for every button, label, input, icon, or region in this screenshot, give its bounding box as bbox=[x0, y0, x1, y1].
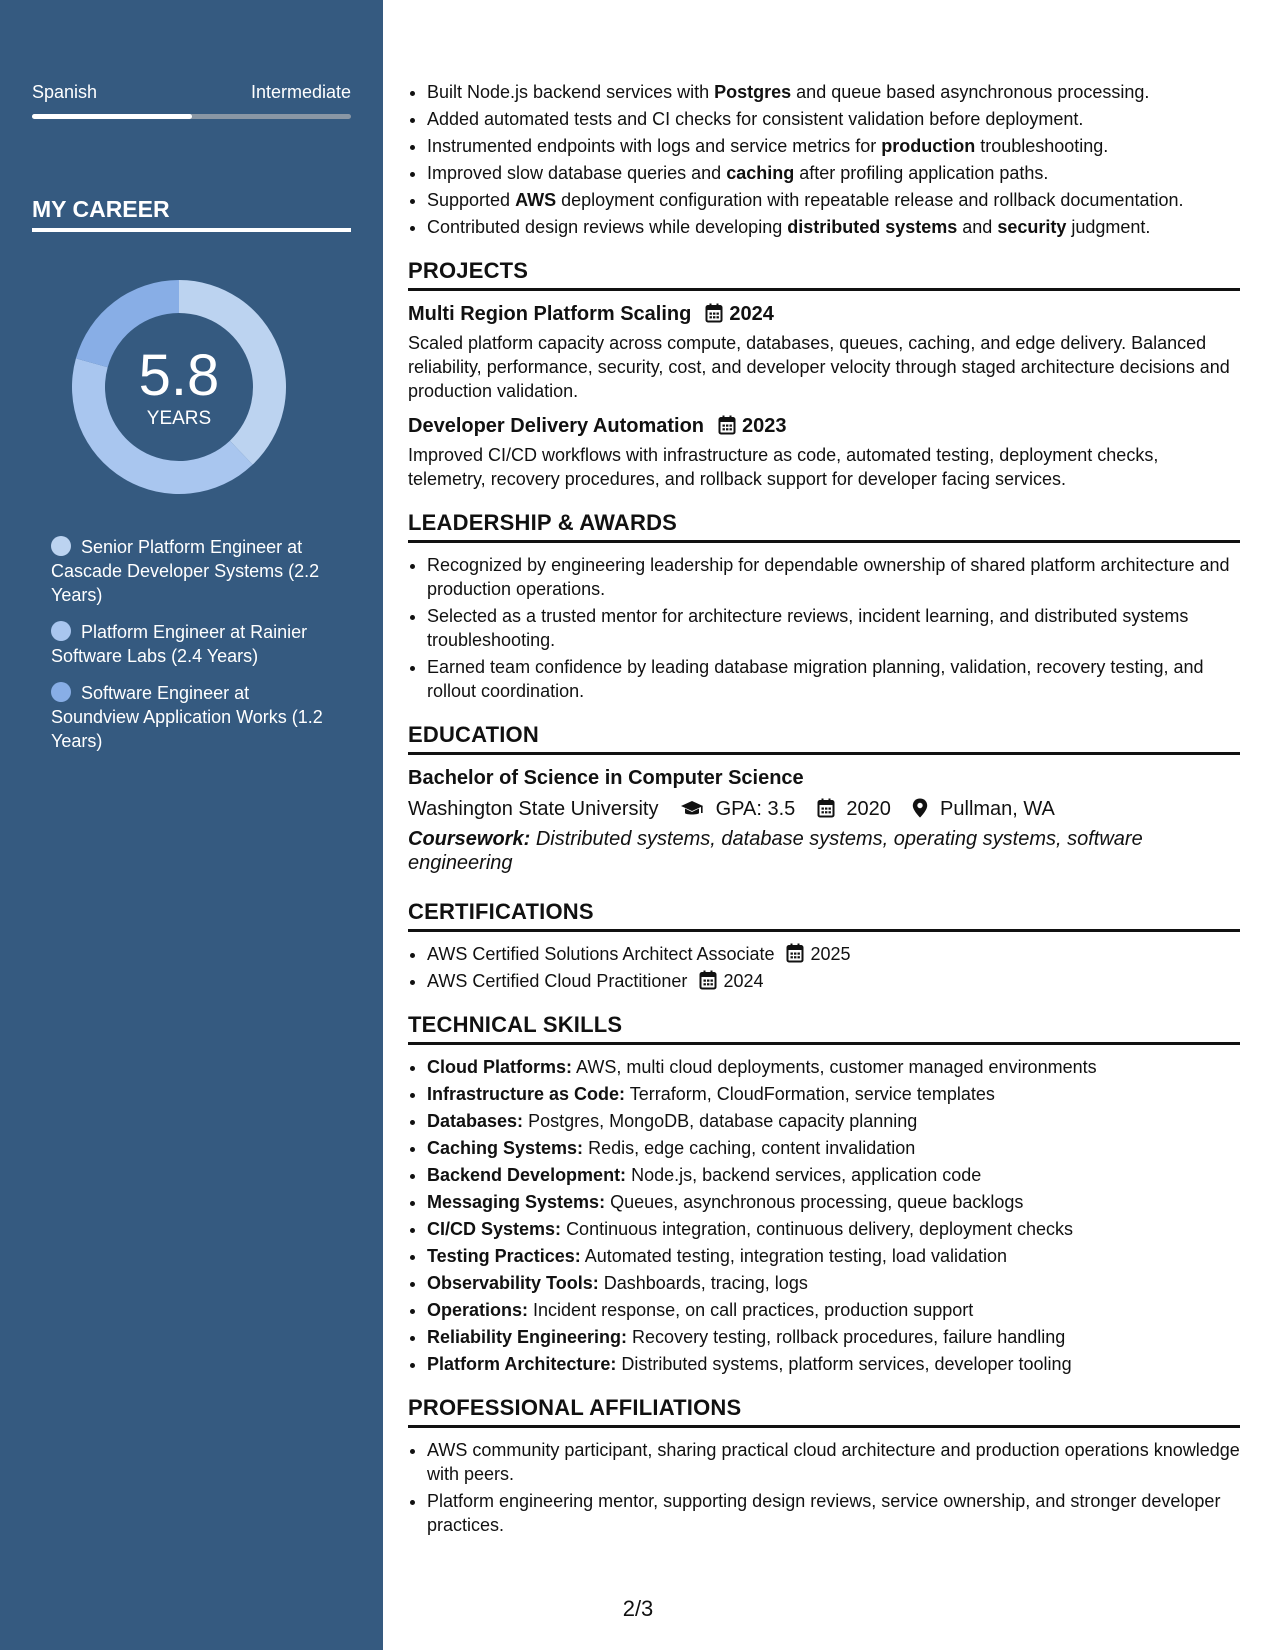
skill-item bbox=[427, 1244, 1240, 1268]
leadership-item: • Earned team confidence by leading database migration planning, validation, recovery testing, and rollout coordination. bbox=[427, 655, 1240, 703]
skill-value: Dashboards, tracing, logs bbox=[603, 1273, 808, 1293]
skill-label: Backend Development: bbox=[427, 1165, 627, 1185]
legend-dot-icon bbox=[51, 682, 71, 702]
skill-label: Platform Architecture: bbox=[427, 1354, 617, 1374]
experience-bullet bbox=[427, 215, 1240, 239]
career-legend-label: Software Engineer at Soundview Application Works (1.2 Years) bbox=[51, 683, 323, 751]
career-total-years: 5.8 bbox=[138, 343, 220, 408]
skill-value: Node.js, backend services, application code bbox=[631, 1165, 982, 1185]
skill-item bbox=[427, 1217, 1240, 1241]
education-degree: Bachelor of Science in Computer Science bbox=[408, 767, 804, 789]
skill-item bbox=[427, 1109, 1240, 1133]
experience-bullet bbox=[427, 80, 1240, 104]
experience-text: and bbox=[957, 217, 998, 237]
leadership-item: • Recognized by engineering leadership for dependable ownership of shared platform architecture and production operations. bbox=[427, 553, 1240, 601]
experience-text: and queue based asynchronous processing. bbox=[791, 82, 1150, 102]
sidebar bbox=[0, 0, 383, 1650]
affiliations-list bbox=[408, 1438, 1240, 1537]
skill-label: Messaging Systems: bbox=[427, 1192, 606, 1212]
experience-text: Contributed design reviews while developing bbox=[427, 217, 788, 237]
career-legend-item bbox=[51, 535, 341, 607]
project-year bbox=[718, 415, 787, 437]
skill-label: Testing Practices: bbox=[427, 1246, 581, 1266]
education-coursework bbox=[408, 827, 1240, 875]
experience-keyword: distributed systems bbox=[787, 217, 958, 237]
experience-text: after profiling application paths. bbox=[794, 163, 1049, 183]
certifications-list bbox=[408, 942, 1240, 993]
education-location: Pullman, WA bbox=[940, 798, 1055, 820]
experience-text: judgment. bbox=[1066, 217, 1151, 237]
skill-item bbox=[427, 1271, 1240, 1295]
project-year-text: 2024 bbox=[729, 303, 774, 325]
skill-label: Reliability Engineering: bbox=[427, 1327, 628, 1347]
skill-value: Terraform, CloudFormation, service templates bbox=[629, 1084, 995, 1104]
education-heading: EDUCATION bbox=[408, 722, 1240, 755]
project-year-text: 2023 bbox=[742, 415, 787, 437]
experience-bullets bbox=[408, 80, 1240, 239]
project-name: Developer Delivery Automation bbox=[408, 415, 705, 437]
career-legend-item bbox=[51, 620, 341, 668]
career-total-unit: YEARS bbox=[146, 408, 212, 429]
language-level-bar bbox=[32, 114, 351, 119]
project-description: Improved CI/CD workflows with infrastructure as code, automated testing, deployment checks, telemetry, recovery procedures, and rollback support for developer facing services. bbox=[408, 445, 1159, 489]
career-legend-item bbox=[51, 681, 341, 753]
skills-heading: TECHNICAL SKILLS bbox=[408, 1012, 1240, 1045]
project-title bbox=[408, 413, 1240, 439]
skill-item bbox=[427, 1163, 1240, 1187]
project-name: Multi Region Platform Scaling bbox=[408, 303, 692, 325]
experience-bullet bbox=[427, 134, 1240, 158]
experience-text: Improved slow database queries and bbox=[427, 163, 727, 183]
language-name: Spanish bbox=[32, 82, 98, 102]
experience-text: deployment configuration with repeatable release and rollback documentation. bbox=[556, 190, 1184, 210]
certification-item bbox=[427, 942, 1240, 966]
skill-value: Postgres, MongoDB, database capacity planning bbox=[528, 1111, 918, 1131]
calendar-icon bbox=[699, 971, 723, 991]
skill-item bbox=[427, 1136, 1240, 1160]
affiliations-heading: PROFESSIONAL AFFILIATIONS bbox=[408, 1395, 1240, 1428]
career-legend bbox=[51, 535, 341, 766]
project-description: Scaled platform capacity across compute, databases, queues, caching, and edge delivery. Balanced reliability, performance, security, cost, and developer velocity through staged architecture decisions and production validation. bbox=[408, 333, 1230, 401]
experience-bullet bbox=[427, 188, 1240, 212]
skill-value: Redis, edge caching, content invalidation bbox=[588, 1138, 916, 1158]
coursework-text: Distributed systems, database systems, operating systems, software engineering bbox=[408, 828, 1143, 874]
certification-item bbox=[427, 969, 1240, 993]
experience-bullet bbox=[427, 161, 1240, 185]
legend-dot-icon bbox=[51, 536, 71, 556]
page-number: 2/3 bbox=[622, 1596, 654, 1621]
affiliation-item: • Platform engineering mentor, supporting design reviews, service ownership, and stronger developer practices. bbox=[427, 1489, 1240, 1537]
affiliation-item: • AWS community participant, sharing practical cloud architecture and production operations knowledge with peers. bbox=[427, 1438, 1240, 1486]
career-legend-label: Platform Engineer at Rainier Software Labs (2.4 Years) bbox=[51, 622, 308, 666]
skill-value: Continuous integration, continuous delivery, deployment checks bbox=[566, 1219, 1074, 1239]
location-pin-icon bbox=[912, 798, 940, 820]
experience-text: Built Node.js backend services with bbox=[427, 82, 715, 102]
career-section-title: MY CAREER bbox=[32, 196, 351, 232]
skill-item bbox=[427, 1352, 1240, 1376]
skill-value: Automated testing, integration testing, load validation bbox=[584, 1246, 1008, 1266]
language-row bbox=[32, 82, 351, 103]
experience-keyword: production bbox=[881, 136, 976, 156]
leadership-heading: LEADERSHIP & AWARDS bbox=[408, 510, 1240, 543]
project-title bbox=[408, 301, 1240, 327]
experience-text: troubleshooting. bbox=[975, 136, 1109, 156]
education-meta bbox=[408, 795, 1240, 823]
certification-year: 2024 bbox=[723, 971, 764, 991]
language-level: Intermediate bbox=[250, 82, 351, 102]
main-content bbox=[408, 80, 1240, 1540]
certification-year: 2025 bbox=[810, 944, 851, 964]
projects-list bbox=[408, 301, 1240, 491]
skill-value: Distributed systems, platform services, developer tooling bbox=[621, 1354, 1072, 1374]
experience-text: Supported bbox=[427, 190, 516, 210]
experience-text: Added automated tests and CI checks for consistent validation before deployment. bbox=[427, 109, 1084, 129]
skill-label: Infrastructure as Code: bbox=[427, 1084, 626, 1104]
skill-label: Cloud Platforms: bbox=[427, 1057, 573, 1077]
coursework-label: Coursework: bbox=[408, 828, 531, 850]
skills-list bbox=[408, 1055, 1240, 1376]
experience-keyword: caching bbox=[726, 163, 795, 183]
skill-value: Recovery testing, rollback procedures, failure handling bbox=[632, 1327, 1066, 1347]
certification-name: AWS Certified Cloud Practitioner bbox=[427, 971, 688, 991]
project-year bbox=[705, 303, 774, 325]
skill-item bbox=[427, 1298, 1240, 1322]
career-total bbox=[66, 344, 292, 430]
graduation-cap-icon bbox=[680, 798, 716, 820]
projects-heading: PROJECTS bbox=[408, 258, 1240, 291]
skill-label: Observability Tools: bbox=[427, 1273, 599, 1293]
education-school: Washington State University bbox=[408, 798, 659, 820]
certifications-heading: CERTIFICATIONS bbox=[408, 899, 1240, 932]
experience-text: Instrumented endpoints with logs and service metrics for bbox=[427, 136, 882, 156]
calendar-icon bbox=[817, 798, 847, 820]
certification-name: AWS Certified Solutions Architect Associate bbox=[427, 944, 775, 964]
experience-keyword: Postgres bbox=[714, 82, 792, 102]
skill-item bbox=[427, 1082, 1240, 1106]
skill-value: Incident response, on call practices, production support bbox=[533, 1300, 974, 1320]
skill-item bbox=[427, 1325, 1240, 1349]
skill-label: Caching Systems: bbox=[427, 1138, 584, 1158]
skill-label: Databases: bbox=[427, 1111, 524, 1131]
experience-bullet bbox=[427, 107, 1240, 131]
skill-label: CI/CD Systems: bbox=[427, 1219, 562, 1239]
calendar-icon bbox=[705, 303, 729, 325]
skill-value: AWS, multi cloud deployments, customer managed environments bbox=[576, 1057, 1097, 1077]
career-legend-label: Senior Platform Engineer at Cascade Developer Systems (2.2 Years) bbox=[51, 537, 320, 605]
skill-value: Queues, asynchronous processing, queue backlogs bbox=[610, 1192, 1024, 1212]
education-year: 2020 bbox=[846, 798, 891, 820]
skill-item bbox=[427, 1190, 1240, 1214]
experience-keyword: AWS bbox=[515, 190, 557, 210]
leadership-list bbox=[408, 553, 1240, 703]
education-gpa: GPA: 3.5 bbox=[715, 798, 796, 820]
language-level-fill bbox=[32, 114, 192, 119]
skill-label: Operations: bbox=[427, 1300, 529, 1320]
legend-dot-icon bbox=[51, 621, 71, 641]
calendar-icon bbox=[786, 944, 810, 964]
skill-item bbox=[427, 1055, 1240, 1079]
experience-keyword: security bbox=[997, 217, 1067, 237]
calendar-icon bbox=[718, 415, 742, 437]
leadership-item: • Selected as a trusted mentor for architecture reviews, incident learning, and distributed systems troubleshooting. bbox=[427, 604, 1240, 652]
